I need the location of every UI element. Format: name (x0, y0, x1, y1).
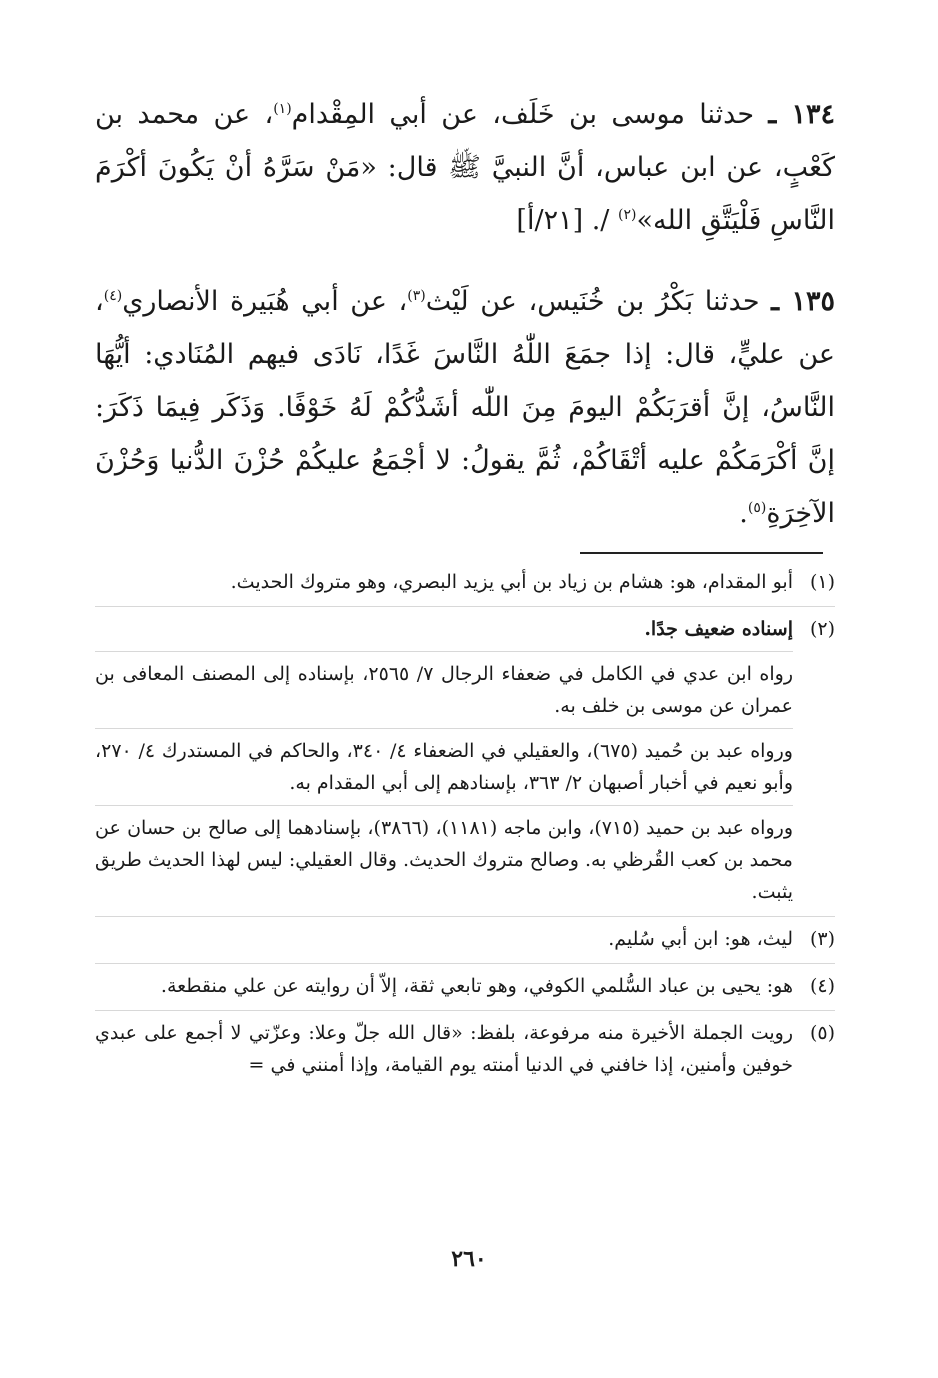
hadith-text: ، عن محمد بن كَعْبٍ، عن ابن عباس، أنَّ النبيَّ ﷺ قال: «مَنْ سَرَّهُ أنْ يَكُونَ أكْرَمَ النَّاسِ فَلْيَتَّقِ الله» (95, 99, 835, 236)
hadith-134 (95, 88, 835, 247)
hadith-text: حدثنا بَكْرُ بن خُنَيس، عن لَيْث (425, 286, 760, 317)
hadith-text: ، عن أبي هُبَيرة الأنصاري (122, 286, 408, 317)
footnote-1 (95, 566, 835, 604)
footnote-text: ليث، هو: ابن أبي سُليم. (608, 928, 793, 950)
hadith-135 (95, 275, 835, 540)
footnote-text: هو: يحيى بن عباد السُّلمي الكوفي، وهو تابعي ثقة، إلاّ أن روايته عن علي منقطعة. (160, 975, 793, 997)
footnote-text: ورواه عبد بن حميد (٧١٥)، وابن ماجه (١١٨١)، (٣٨٦٦)، بإسنادهما إلى صالح بن حسان عن محمد بن كعب القُرظي به. وصالح متروك الحديث. وقال العقيلي: ليس لهذا الحديث طريق يثبت. (95, 817, 793, 903)
footnote-text: أبو المقدام، هو: هشام بن زياد بن أبي يزيد البصري، وهو متروك الحديث. (230, 571, 793, 593)
footnote-number: (٢) (809, 618, 835, 640)
hadith-text: /. (591, 205, 618, 236)
footnote-ref[interactable]: (١) (273, 101, 292, 117)
footnote-5 (95, 1010, 835, 1087)
page-number: ٢٦٠ (451, 1246, 487, 1272)
hadith-number: ١٣٥ ـ (771, 286, 835, 317)
footnote-number: (٤) (809, 975, 835, 997)
footnote-4 (95, 963, 835, 1008)
footnote-ref[interactable]: (٢) (617, 207, 637, 223)
hadith-number: ١٣٤ ـ (768, 99, 836, 130)
footnote-ref[interactable]: (٤) (103, 288, 123, 304)
footnote-number: (٥) (809, 1022, 835, 1044)
footnote-3 (95, 916, 835, 961)
footnote-number: (١) (809, 571, 835, 593)
hadith-text: حدثنا موسى بن خَلَف، عن أبي المِقْدام (291, 99, 755, 130)
footnote-verdict: إسناده ضعيف جدًا. (95, 613, 793, 652)
footnote-number: (٣) (809, 928, 835, 950)
manuscript-folio-ref: [٢١/أ] (516, 205, 584, 236)
hadith-text: . (739, 498, 748, 529)
footnote-text: ورواه عبد بن حُميد (٦٧٥)، والعقيلي في الضعفاء ٤/ ٣٤٠، والحاكم في المستدرك ٤/ ٢٧٠، وأبو نعيم في أخبار أصبهان ٢/ ٣٦٣، بإسنادهم إلى أبي المقدام به. (95, 735, 793, 806)
footnotes (95, 566, 835, 1087)
footnote-text: رويت الجملة الأخيرة منه مرفوعة، بلفظ: «قال الله جلّ وعلا: وعزّتي لا أجمع على عبدي خوفين وأمنين، إذا خافني في الدنيا أمنته يوم القيامة، وإذا أمنني في = (95, 1022, 793, 1076)
footnote-divider (580, 552, 823, 554)
footnote-2 (95, 606, 835, 914)
footnote-text: رواه ابن عدي في الكامل في ضعفاء الرجال ٧/ ٢٥٦٥، بإسناده إلى المصنف المعافى بن عمران عن موسى بن خلف به. (95, 658, 793, 729)
main-text (95, 88, 835, 540)
hadith-text: ، عن عليٍّ، قال: إذا جمَعَ اللّٰهُ النَّاسَ غَدًا، نَادَى فيهم المُنَادي: أيُّهَا النَّاسُ، إنَّ أقرَبَكُمْ اليومَ مِنَ اللّٰه أشَدُّكُمْ لَهُ خَوْفًا. وَذَكَر فِيمَا ذَكَرَ: إنَّ أكْرَمَكُمْ عليه أتْقَاكُمْ، ثُمَّ يقولُ: لا أجْمَعُ عليكُمْ حُزْنَ الدُّنيا وَحُزْنَ الآخِرَةِ (95, 286, 835, 529)
footnote-ref[interactable]: (٣) (407, 288, 426, 304)
footnote-ref[interactable]: (٥) (747, 500, 767, 516)
